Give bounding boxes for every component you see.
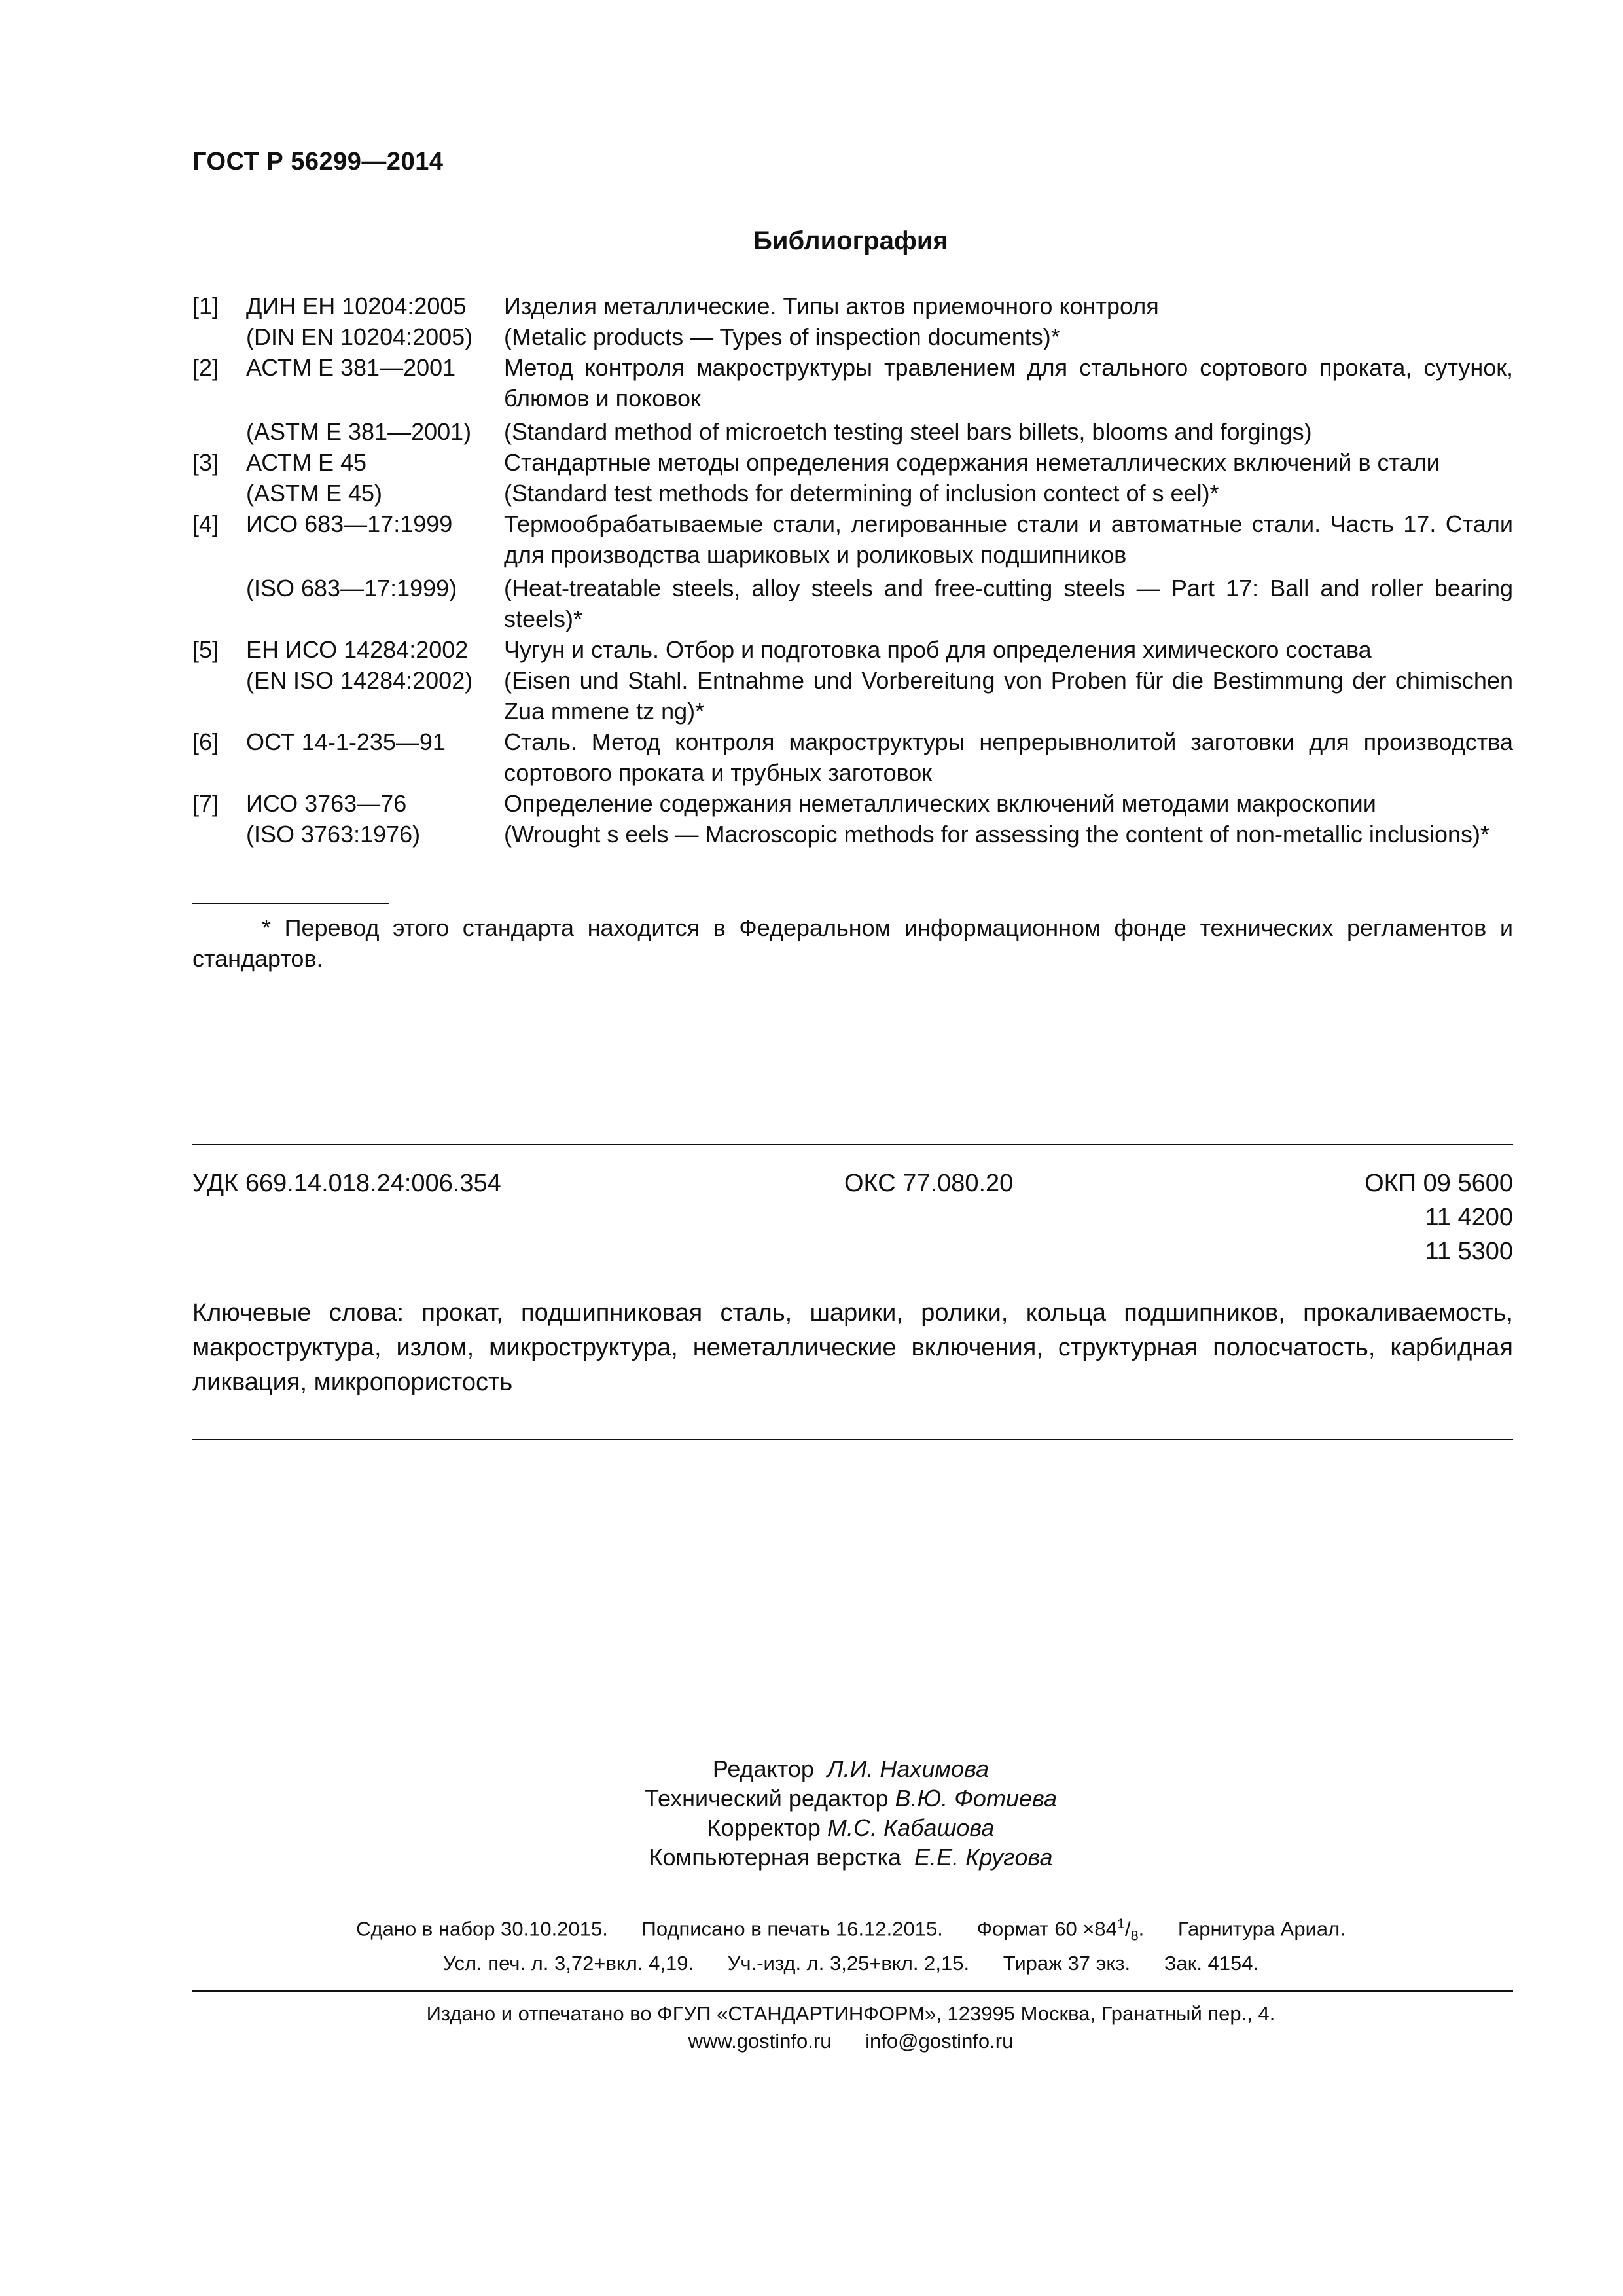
imprint-block bbox=[0, 1910, 1623, 1977]
bib-number: [4] bbox=[192, 511, 219, 537]
bib-entry bbox=[192, 665, 1513, 726]
bib-code: (ISO 3763:1976) bbox=[246, 821, 421, 848]
okp-codes bbox=[1364, 1166, 1513, 1268]
bib-number bbox=[192, 573, 246, 634]
bib-code: (EN ISO 14284:2002) bbox=[246, 667, 473, 694]
bib-entry bbox=[192, 819, 1513, 850]
bib-text: (Eisen und Stahl. Entnahme und Vorbereitung von Proben für die Bestimmung der chimischen Zua mmene tz ng)* bbox=[504, 667, 1513, 725]
bib-entry bbox=[192, 726, 1513, 788]
classification-top-rule bbox=[192, 1144, 1513, 1145]
bib-entry bbox=[192, 509, 1513, 570]
bib-number: [3] bbox=[192, 449, 219, 476]
bib-entry bbox=[192, 447, 1513, 478]
bib-number: [2] bbox=[192, 354, 219, 381]
credit-role: Корректор bbox=[707, 1814, 821, 1841]
bib-code: ОСТ 14-1-235—91 bbox=[246, 728, 446, 755]
bib-code: ИСО 3763—76 bbox=[246, 790, 407, 817]
credit-name: М.С. Кабашова bbox=[827, 1814, 995, 1841]
publisher-line: Издано и отпечатано во ФГУП «СТАНДАРТИНФОРМ», 123995 Москва, Гранатный пер., 4. bbox=[426, 2002, 1275, 2025]
credit-name: Л.И. Нахимова bbox=[827, 1755, 990, 1782]
bib-text: Изделия металлические. Типы актов приемочного контроля bbox=[504, 293, 1159, 319]
credit-role: Технический редактор bbox=[644, 1785, 889, 1812]
credit-role: Компьютерная верстка bbox=[649, 1844, 902, 1871]
bib-text: Определение содержания неметаллических включений методами макроскопии bbox=[504, 790, 1376, 817]
oks-code: ОКС 77.080.20 bbox=[844, 1170, 1014, 1197]
bib-number: [1] bbox=[192, 293, 219, 319]
bib-entry bbox=[192, 634, 1513, 665]
bib-code: АСТМ Е 381—2001 bbox=[246, 354, 456, 381]
keywords-bottom-rule bbox=[192, 1439, 1513, 1440]
bib-number bbox=[192, 416, 246, 447]
bib-entry bbox=[192, 573, 1513, 634]
credit-role: Редактор bbox=[712, 1755, 814, 1782]
bib-number bbox=[192, 819, 246, 850]
bib-number: [5] bbox=[192, 636, 219, 663]
bib-number bbox=[192, 321, 246, 352]
okp-code: 11 5300 bbox=[1425, 1238, 1513, 1265]
bib-code: ЕН ИСО 14284:2002 bbox=[246, 636, 469, 663]
bib-number bbox=[192, 478, 246, 509]
footnote-divider bbox=[192, 903, 389, 904]
bib-text: Стандартные методы определения содержания неметаллических включений в стали bbox=[504, 449, 1440, 476]
document-id: ГОСТ Р 56299—2014 bbox=[192, 148, 444, 175]
credit-line bbox=[0, 1813, 1623, 1842]
okp-code: ОКП 09 5600 bbox=[1364, 1170, 1513, 1197]
bib-text: (Metalic products — Types of inspection documents)* bbox=[504, 323, 1060, 350]
keywords: Ключевые слова: прокат, подшипниковая сталь, шарики, ролики, кольца подшипников, прокаливаемость, макроструктура, излом, микроструктура, неметаллические включения, структурная полосчатость, карбидная ликвация, микропористость bbox=[192, 1299, 1513, 1396]
bib-text: Сталь. Метод контроля макроструктуры непрерывнолитой заготовки для производства сортового проката и трубных заготовок bbox=[504, 728, 1513, 786]
bib-entry bbox=[192, 321, 1513, 352]
bib-entry bbox=[192, 352, 1513, 414]
bib-number: [6] bbox=[192, 728, 219, 755]
bib-code: (DIN EN 10204:2005) bbox=[246, 323, 473, 350]
bib-text: Чугун и сталь. Отбор и подготовка проб для определения химического состава bbox=[504, 636, 1372, 663]
bib-entry bbox=[192, 291, 1513, 321]
bib-text: (Standard test methods for determining of inclusion contect of s eel)* bbox=[504, 480, 1219, 507]
publisher-rule bbox=[192, 1990, 1513, 1992]
bib-entry bbox=[192, 788, 1513, 819]
bib-number bbox=[192, 665, 246, 726]
okp-code: 11 4200 bbox=[1425, 1204, 1513, 1231]
bib-number: [7] bbox=[192, 790, 219, 817]
bib-code: АСТМ Е 45 bbox=[246, 449, 367, 476]
credit-name: В.Ю. Фотиева bbox=[895, 1785, 1058, 1812]
publisher-contacts: www.gostinfo.ru info@gostinfo.ru bbox=[688, 2030, 1014, 2053]
bib-text: Термообрабатываемые стали, легированные стали и автоматные стали. Часть 17. Стали для производства шариковых и роликовых подшипников bbox=[504, 511, 1513, 568]
credit-name: Е.Е. Кругова bbox=[914, 1844, 1053, 1871]
bibliography-title: Библиография bbox=[753, 226, 948, 255]
bib-code: (ASTM E 45) bbox=[246, 480, 383, 507]
footnote: * Перевод этого стандарта находится в Федеральном информационном фонде технических регламентов и стандартов. bbox=[192, 914, 1513, 972]
credit-line bbox=[0, 1754, 1623, 1784]
bib-text: (Wrought s eels — Macroscopic methods for assessing the content of non-metallic inclusions)* bbox=[504, 821, 1490, 848]
publisher-block bbox=[0, 2000, 1623, 2055]
bib-text: Метод контроля макроструктуры травлением для стального сортового проката, сутунок, блюмов и поковок bbox=[504, 354, 1513, 412]
credit-line bbox=[0, 1784, 1623, 1813]
imprint-line: Сдано в набор 30.10.2015. Подписано в печать 16.12.2015. Формат $60 \times 84^1/_8$. Гарнитура Ариал. bbox=[356, 1915, 1346, 1944]
bib-code: (ASTM E 381—2001) bbox=[246, 418, 472, 445]
imprint-line: Усл. печ. л. 3,72+вкл. 4,19. Уч.-изд. л. 3,25+вкл. 2,15. Тираж 37 экз. Зак. 4154. bbox=[442, 1951, 1259, 1975]
bib-code: ДИН ЕН 10204:2005 bbox=[246, 293, 467, 319]
bib-entry bbox=[192, 416, 1513, 447]
bibliography-list bbox=[192, 291, 1513, 850]
bib-entry bbox=[192, 478, 1513, 509]
credits-block bbox=[0, 1754, 1623, 1872]
credit-line bbox=[0, 1842, 1623, 1872]
bib-code: (ISO 683—17:1999) bbox=[246, 575, 457, 601]
bib-code: ИСО 683—17:1999 bbox=[246, 511, 453, 537]
bib-text: (Heat-treatable steels, alloy steels and free-cutting steels — Part 17: Ball and roller bearing steels)* bbox=[504, 575, 1513, 632]
udk-code: УДК 669.14.018.24:006.354 bbox=[192, 1170, 501, 1197]
bib-text: (Standard method of microetch testing steel bars billets, blooms and forgings) bbox=[504, 418, 1312, 445]
